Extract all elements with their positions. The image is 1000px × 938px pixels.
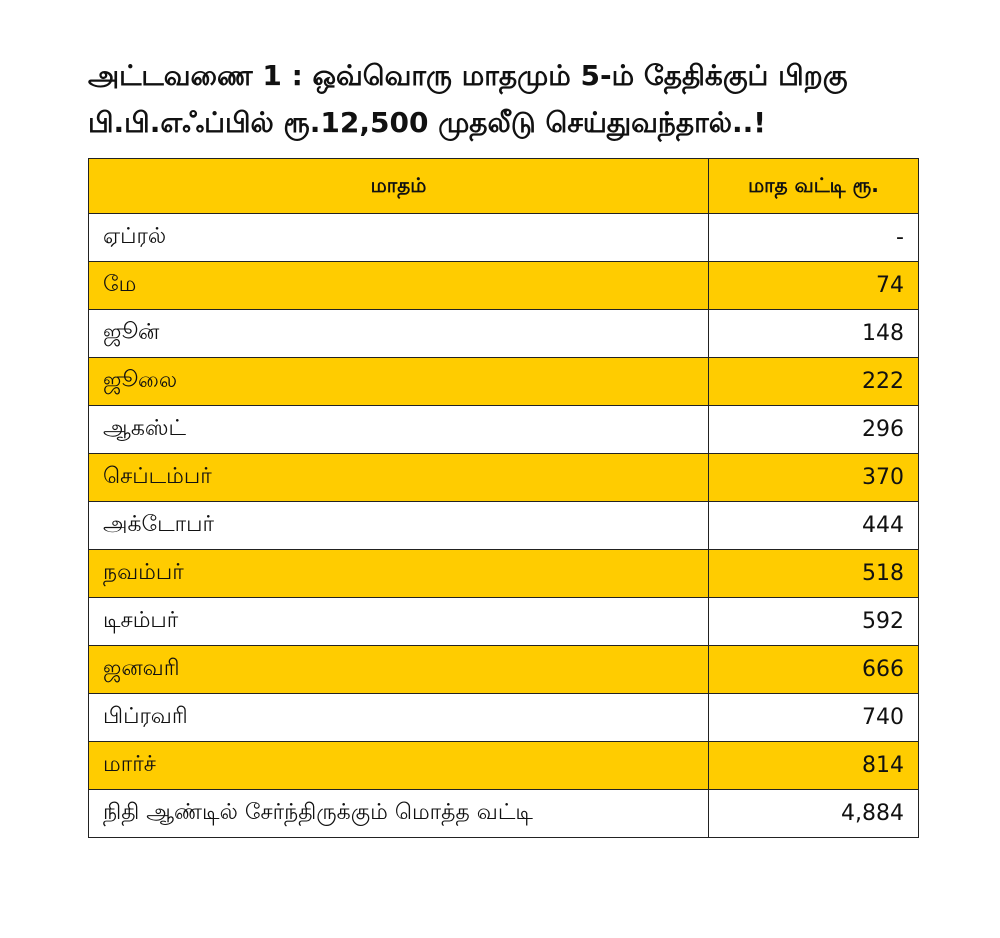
table-body — [89, 214, 919, 838]
title-line-2: பி.பி.எஃப்பில் ரூ.12,500 முதலீடு செய்துவந்தால்..! — [88, 106, 767, 139]
interest-cell: 222 — [709, 358, 919, 406]
table-row — [89, 262, 919, 310]
month-cell: செப்டம்பர் — [89, 454, 709, 502]
table-row — [89, 502, 919, 550]
month-cell: ஆகஸ்ட் — [89, 406, 709, 454]
table-row — [89, 214, 919, 262]
month-cell: ஜனவரி — [89, 646, 709, 694]
total-label: நிதி ஆண்டில் சேர்ந்திருக்கும் மொத்த வட்டி — [89, 790, 709, 838]
month-cell: ஜூன் — [89, 310, 709, 358]
header-row — [89, 159, 919, 214]
total-row — [89, 790, 919, 838]
interest-cell: - — [709, 214, 919, 262]
table-row — [89, 406, 919, 454]
month-cell: ஜூலை — [89, 358, 709, 406]
month-cell: ஏப்ரல் — [89, 214, 709, 262]
table-row — [89, 694, 919, 742]
table-row — [89, 358, 919, 406]
month-cell: நவம்பர் — [89, 550, 709, 598]
interest-cell: 592 — [709, 598, 919, 646]
month-cell: அக்டோபர் — [89, 502, 709, 550]
table-row — [89, 598, 919, 646]
interest-cell: 296 — [709, 406, 919, 454]
interest-cell: 370 — [709, 454, 919, 502]
month-cell: டிசம்பர் — [89, 598, 709, 646]
interest-cell: 814 — [709, 742, 919, 790]
interest-cell: 740 — [709, 694, 919, 742]
table-row — [89, 550, 919, 598]
interest-cell: 666 — [709, 646, 919, 694]
table-row — [89, 742, 919, 790]
month-cell: பிப்ரவரி — [89, 694, 709, 742]
table-row — [89, 454, 919, 502]
title-line-1: அட்டவணை 1 : ஒவ்வொரு மாதமும் 5-ம் தேதிக்குப் பிறகு — [88, 59, 848, 92]
interest-cell: 444 — [709, 502, 919, 550]
header-interest: மாத வட்டி ரூ. — [709, 159, 919, 214]
header-month: மாதம் — [89, 159, 709, 214]
month-cell: மே — [89, 262, 709, 310]
table-title — [88, 52, 918, 146]
interest-table — [88, 158, 919, 838]
interest-cell: 148 — [709, 310, 919, 358]
month-cell: மார்ச் — [89, 742, 709, 790]
interest-cell: 74 — [709, 262, 919, 310]
interest-cell: 518 — [709, 550, 919, 598]
table-row — [89, 310, 919, 358]
table-row — [89, 646, 919, 694]
total-value: 4,884 — [709, 790, 919, 838]
